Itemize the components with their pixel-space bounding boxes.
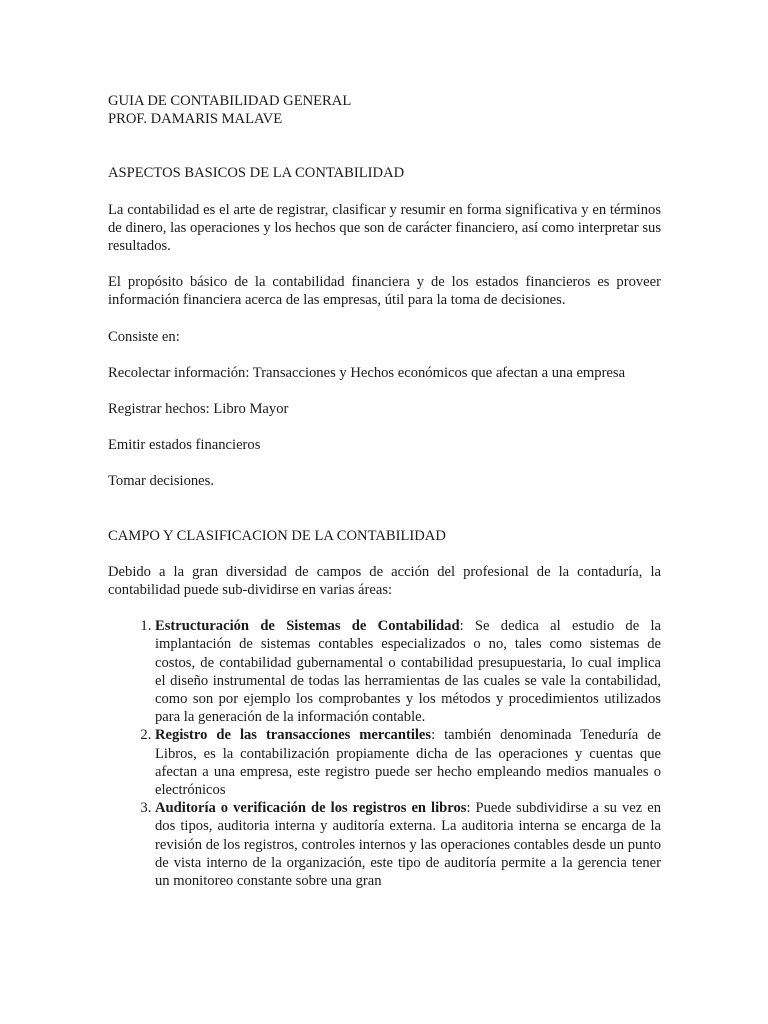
step-recolectar: Recolectar información: Transacciones y Hechos económicos que afectan a una empresa <box>108 364 626 381</box>
section-heading-campo: CAMPO Y CLASIFICACION DE LA CONTABILIDAD <box>108 527 446 544</box>
list-item-term: Estructuración de Sistemas de Contabilidad <box>155 618 460 635</box>
paragraph-intro-areas: Debido a la gran diversidad de campos de acción del profesional de la contaduría, la contabilidad puede sub-dividirse en varias áreas: <box>108 563 661 599</box>
list-item-text: : Se dedica al estudio de la implantación de sistemas contables especializados o no, tales como sistemas de costos, de contabilidad gubernamental o contabilidad presupuestaria, lo cual implica el diseño instrumental de todas las herramientas de las cuales se vale la contabilidad, como son por ejemplo los comprobantes y los métodos y procedimientos utilizados para la generación de la información contable. <box>155 618 661 726</box>
list-item-text: : Puede subdividirse a su vez en dos tipos, auditoria interna y auditoría externa. La auditoria interna se encarga de la revisión de los registros, controles internos y las operaciones contables desde un punto de vista interno de la organización, este tipo de auditoría permite a la gerencia tener un monitoreo constante sobre una gran <box>155 800 661 890</box>
step-registrar: Registrar hechos: Libro Mayor <box>108 401 289 418</box>
list-item <box>155 726 661 799</box>
document-author: PROF. DAMARIS MALAVE <box>108 111 283 128</box>
list-item <box>155 799 661 890</box>
list-item-text: : también denominada Teneduría de Libros, es la contabilización propiamente dicha de las operaciones y cuentas que afectan a una empresa, este registro puede ser hecho empleando medios manuales o electrónicos <box>155 727 661 799</box>
section-heading-aspectos: ASPECTOS BASICOS DE LA CONTABILIDAD <box>108 165 405 182</box>
paragraph-definition: La contabilidad es el arte de registrar, clasificar y resumir en forma significativa y en términos de dinero, las operaciones y los hechos que son de carácter financiero, así como interpretar sus resultados. <box>108 201 661 255</box>
consiste-label: Consiste en: <box>108 328 180 345</box>
paragraph-purpose: El propósito básico de la contabilidad financiera y de los estados financieros es proveer información financiera acerca de las empresas, útil para la toma de decisiones. <box>108 274 661 309</box>
list-item <box>155 617 661 726</box>
areas-list <box>108 617 661 890</box>
list-item-term: Auditoría o verificación de los registros en libros <box>155 800 467 817</box>
document-title: GUIA DE CONTABILIDAD GENERAL <box>108 93 352 109</box>
step-tomar: Tomar decisiones. <box>108 473 214 490</box>
step-emitir: Emitir estados financieros <box>108 437 261 454</box>
document-page <box>108 92 661 890</box>
list-item-term: Registro de las transacciones mercantiles <box>155 727 432 744</box>
